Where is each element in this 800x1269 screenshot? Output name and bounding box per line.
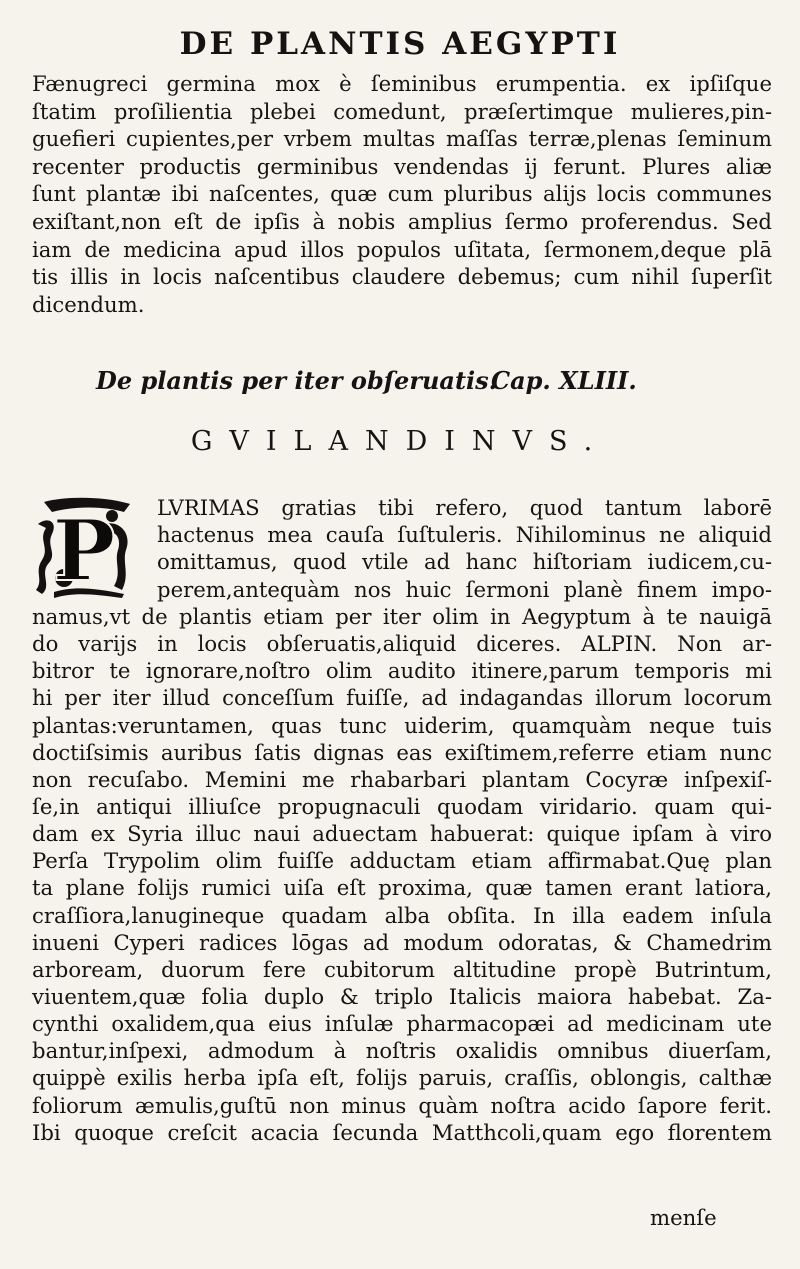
text-line: plantas:veruntamen, quas tunc uiderim, quamquàm neque tuis: [32, 712, 772, 738]
text-line: dicendum.: [32, 291, 145, 317]
text-line: quippè exilis herba ipſa eſt, folijs paruis, craſſis, oblongis, calthæ: [32, 1065, 772, 1091]
text-line: do varijs in locis obſeruatis,aliquid diceres. ALPIN. Non ar-: [32, 631, 772, 657]
text-line: hactenus mea cauſa ſuſtuleris. Nihilominus ne aliquid: [157, 522, 772, 548]
dropcap-letter: P: [52, 501, 116, 600]
text-line: ta plane folijs rumici uiſa eſt proxima, quæ tamen erant latiora,: [32, 875, 772, 901]
decorated-initial: [34, 494, 136, 600]
indented-paragraph-start: [157, 494, 772, 603]
text-line: Perſa Trypolim olim fuiſſe adductam etiam affirmabat.Quę plan: [32, 848, 772, 874]
text-line: omittamus, quod vtile ad hanc hiſtoriam iudicem,cu-: [157, 549, 772, 575]
text-line: Ibi quoque creſcit acacia ſecunda Matthcoli,quam ego florentem: [32, 1119, 772, 1145]
text-line: LVRIMAS gratias tibi refero, quod tantum laborē: [157, 495, 772, 520]
catchword: menſe: [650, 1205, 717, 1230]
text-line: recenter productis germinibus vendendas ij ferunt. Plures aliæ: [32, 153, 772, 179]
chapter-title: De plantis per iter obſeruatis.: [96, 366, 498, 395]
chapter-number: Cap. XLIII.: [491, 366, 637, 395]
text-line: doctiſsimis auribus ſatis dignas eas exiſtimem,referre etiam nunc: [32, 739, 772, 765]
text-line: craſſiora,lanugineque quadam alba obſita. In illa eadem inſula: [32, 902, 772, 928]
running-head: DE PLANTIS AEGYPTI: [179, 26, 621, 62]
text-line: ſunt plantæ ibi naſcentes, quæ cum pluribus alijs locis communes: [32, 181, 772, 207]
text-line: hi per iter illud conceſſum fuiſſe, ad indagandas illorum locorum: [32, 685, 772, 711]
text-line: bitror te ignorare,noſtro olim audito itinere,parum temporis mi: [32, 658, 772, 684]
text-line: viuentem,quæ folia duplo & triplo Italicis maiora habebat. Za-: [32, 983, 772, 1009]
text-line: dam ex Syria illuc naui aduectam habuerat: quique ipſam à viro: [32, 821, 772, 847]
text-line: iam de medicina apud illos populos uſitata, ſermonem,deque plā: [32, 236, 772, 262]
text-line: foliorum æmulis,guſtū non minus quàm noſtra acido ſapore ferit.: [32, 1092, 772, 1118]
text-line: perem,antequàm nos huic ſermoni planè finem impo-: [157, 576, 772, 602]
text-line: non recuſabo. Memini me rhabarbari plantam Cocyræ inſpexiſ-: [32, 766, 772, 792]
text-line: cynthi oxalidem,qua eius inſulæ pharmacopæi ad medicinam ute: [32, 1011, 772, 1037]
main-paragraph: [32, 603, 772, 1146]
text-line: ſtatim proſilientia plebei comedunt, præſertimque mulieres,pin-: [32, 98, 772, 124]
text-line: namus,vt de plantis etiam per iter olim in Aegyptum à te nauigā: [32, 604, 772, 629]
text-line: arboream, duorum fere cubitorum altitudine propè Butrintum,: [32, 956, 772, 982]
text-line: inueni Cyperi radices lōgas ad modum odoratas, & Chamedrim: [32, 929, 772, 955]
text-line: guefieri cupientes,per vrbem multas maſſas terræ,plenas ſeminum: [32, 126, 772, 152]
speaker-heading: GVILANDINVS.: [190, 426, 610, 457]
intro-paragraph: [32, 70, 772, 318]
text-line: ſe,in antiqui illiuſce propugnaculi quodam viridario. quam qui-: [32, 793, 772, 819]
text-line: bantur,inſpexi, admodum à noſtris oxalidis omnibus diuerſam,: [32, 1038, 772, 1064]
text-line: tis illis in locis naſcentibus claudere debemus; cum nihil ſuperſit: [32, 264, 772, 290]
text-line: Fænugreci germina mox è ſeminibus erumpentia. ex ipſiſque: [32, 71, 772, 96]
text-line: exiſtant,non eſt de ipſis à nobis amplius ſermo proferendus. Sed: [32, 208, 772, 234]
